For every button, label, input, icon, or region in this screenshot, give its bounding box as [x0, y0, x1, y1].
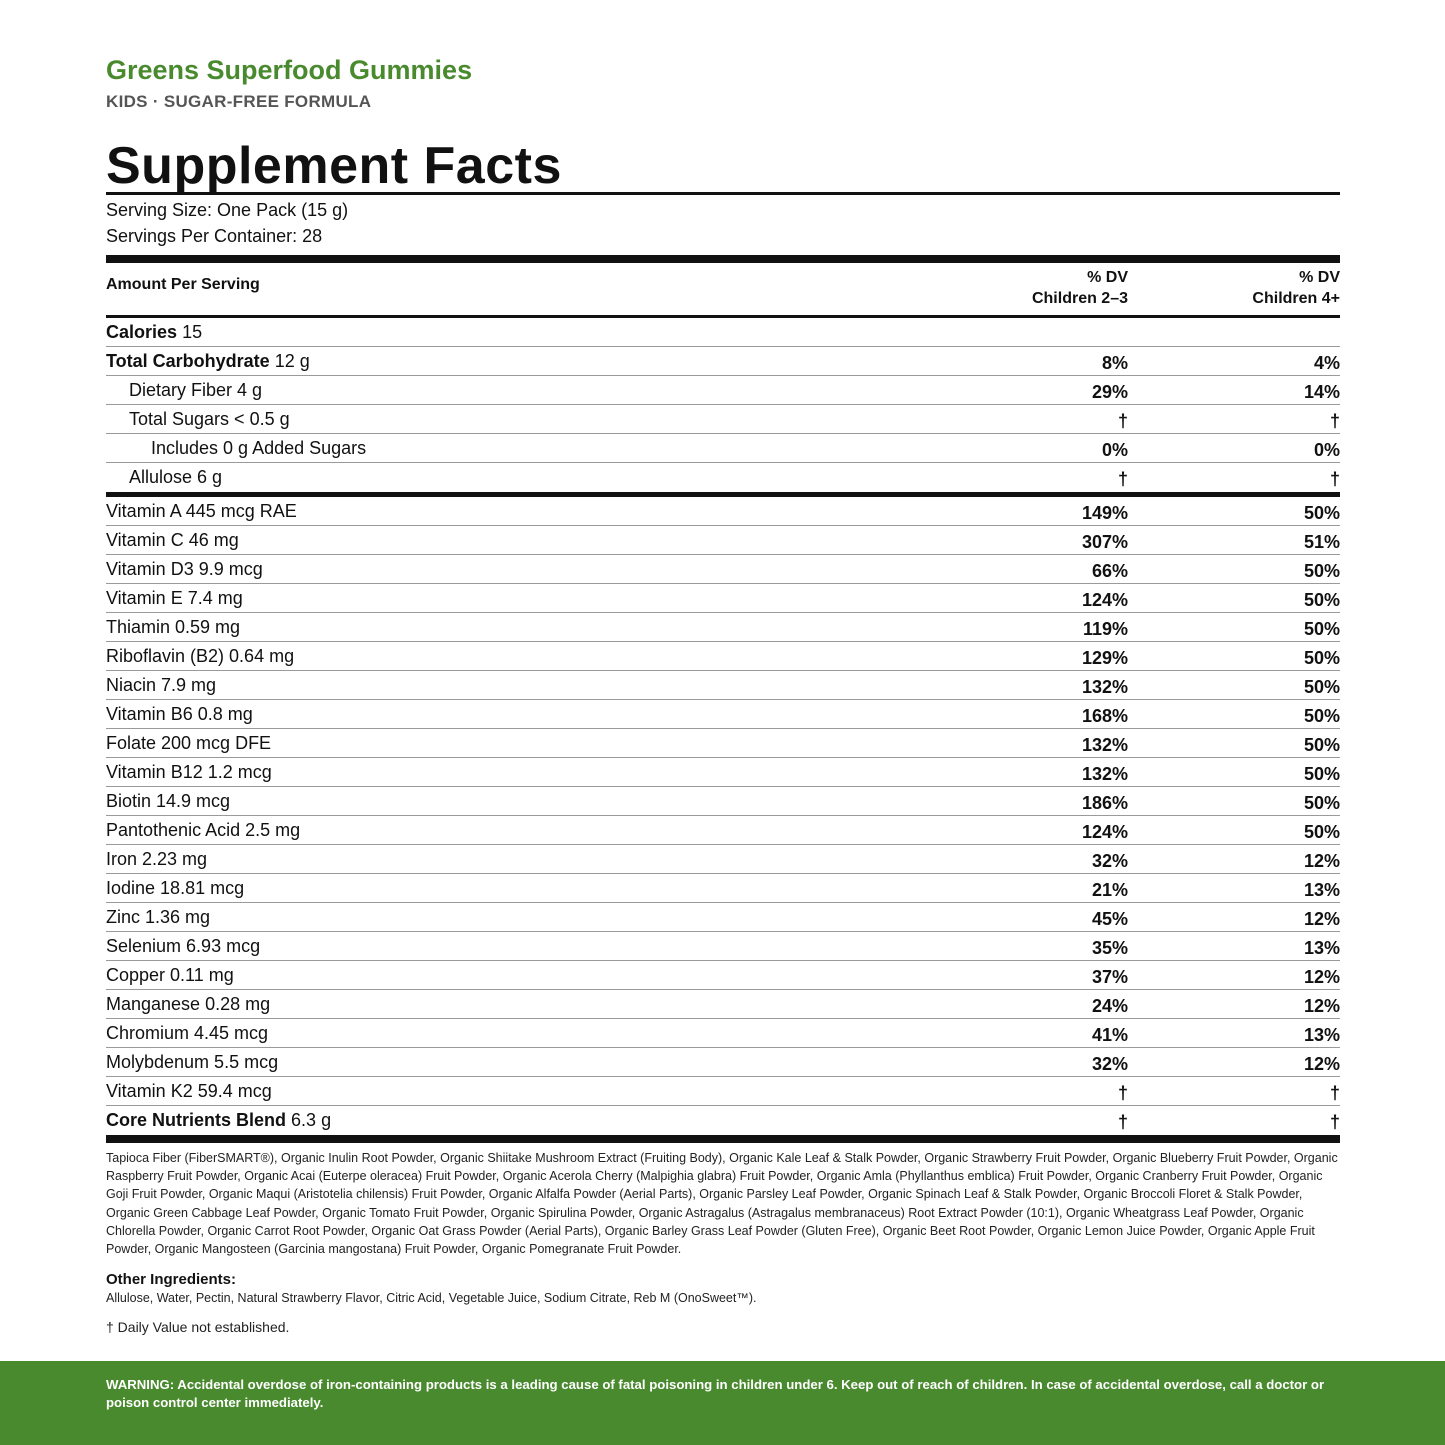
nutrient-name-cell: [106, 903, 968, 931]
nutrient-row: [106, 318, 1340, 347]
dv-children-2-3: 8%: [1101, 353, 1128, 373]
nutrient-row: [106, 729, 1340, 758]
nutrient-name: Vitamin B6 0.8 mg: [106, 704, 253, 724]
dv-children-2-3: 307%: [1081, 532, 1128, 552]
dv-col1-line1: % DV: [1087, 269, 1128, 286]
nutrient-name: Vitamin B12 1.2 mcg: [106, 762, 272, 782]
nutrient-row: [106, 526, 1340, 555]
nutrient-name: Biotin 14.9 mcg: [106, 791, 231, 811]
nutrient-name: Manganese 0.28 mg: [106, 994, 271, 1014]
blend-name-cell: [106, 1106, 968, 1135]
dv-children-2-3: †: [1117, 469, 1128, 489]
nutrient-row: [106, 1019, 1340, 1048]
serving-size: Serving Size: One Pack (15 g): [106, 200, 349, 220]
dv-children-4plus: [1128, 318, 1340, 346]
nutrient-name: Vitamin K2 59.4 mcg: [106, 1081, 272, 1101]
nutrient-amount: 15: [182, 322, 203, 342]
nutrient-name-cell: [106, 584, 968, 612]
dv-children-4plus: 50%: [1303, 735, 1340, 755]
nutrient-name: Vitamin E 7.4 mg: [106, 588, 243, 608]
warning-banner: WARNING: Accidental overdose of iron-containing products is a leading cause of fatal poisoning in children under 6. Keep out of reach of children. In case of accidental overdose, call a doctor or poison control center immediately.: [0, 1361, 1445, 1445]
nutrient-name: Iron 2.23 mg: [106, 849, 208, 869]
nutrient-name: Folate 200 mcg DFE: [106, 733, 272, 753]
dv-children-2-3: †: [1117, 411, 1128, 431]
dv-children-4plus: 50%: [1303, 648, 1340, 668]
dv-children-4plus: 50%: [1303, 822, 1340, 842]
nutrient-name-cell: [106, 1019, 968, 1047]
nutrient-name-cell: [106, 376, 968, 404]
nutrient-name: Vitamin D3 9.9 mcg: [106, 559, 263, 579]
micro-nutrient-rows: [106, 497, 1340, 1106]
nutrient-name-cell: [106, 787, 968, 815]
dv-children-2-3: 132%: [1081, 735, 1128, 755]
dv-children-2-3: 29%: [1091, 382, 1128, 402]
nutrient-name-cell: [106, 347, 968, 375]
dv-children-2-3: 124%: [1081, 822, 1128, 842]
other-ingredients-heading: Other Ingredients:: [106, 1271, 237, 1289]
nutrient-name: Pantothenic Acid 2.5 mg: [106, 820, 301, 840]
nutrient-name: Includes 0 g Added Sugars: [151, 438, 367, 458]
nutrient-row: [106, 1077, 1340, 1106]
dv-children-4plus: 12%: [1303, 909, 1340, 929]
nutrient-name: Thiamin 0.59 mg: [106, 617, 241, 637]
nutrient-row: [106, 463, 1340, 492]
nutrient-row: [106, 584, 1340, 613]
nutrient-name-cell: [106, 932, 968, 960]
column-header-row: [106, 263, 1340, 315]
dv-children-4plus: 12%: [1303, 967, 1340, 987]
dv-children-4plus: 13%: [1303, 1025, 1340, 1045]
dv-children-4plus: 12%: [1303, 1054, 1340, 1074]
dv-children-2-3: 24%: [1091, 996, 1128, 1016]
macro-nutrient-rows: [106, 318, 1340, 492]
nutrient-name: Total Carbohydrate: [106, 351, 270, 371]
nutrient-name-cell: [106, 961, 968, 989]
nutrient-name: Riboflavin (B2) 0.64 mg: [106, 646, 295, 666]
nutrient-row: [106, 961, 1340, 990]
nutrient-name-cell: [106, 816, 968, 844]
nutrient-name-cell: [106, 555, 968, 583]
header-thick-rule: [106, 255, 1340, 263]
dv-children-4plus: 51%: [1303, 532, 1340, 552]
nutrient-name-cell: [106, 526, 968, 554]
nutrient-name-cell: [106, 642, 968, 670]
nutrient-row: [106, 671, 1340, 700]
dv-children-2-3: †: [1117, 1083, 1128, 1103]
blend-dv-children-4plus: †: [1329, 1112, 1340, 1132]
nutrient-row: [106, 497, 1340, 526]
dv-children-2-3: 149%: [1081, 503, 1128, 523]
dv-children-4plus: 50%: [1303, 590, 1340, 610]
dv-col2-line1: % DV: [1299, 269, 1340, 286]
dv-children-2-3: 168%: [1081, 706, 1128, 726]
nutrient-name-cell: [106, 318, 968, 346]
nutrient-row: [106, 434, 1340, 463]
dv-children-2-3: 129%: [1081, 648, 1128, 668]
nutrient-row: [106, 1048, 1340, 1077]
nutrient-name-cell: [106, 729, 968, 757]
nutrient-row: [106, 845, 1340, 874]
nutrient-row: [106, 613, 1340, 642]
dv-children-4plus: 4%: [1313, 353, 1340, 373]
blend-bottom-rule: [106, 1135, 1340, 1143]
blend-ingredients: Tapioca Fiber (FiberSMART®), Organic Inulin Root Powder, Organic Shiitake Mushroom Extract (Fruiting Body), Organic Kale Leaf & Stalk Powder, Organic Strawberry Fruit Powder, Organic Blueberry Fruit Powder, Organic Raspberry Fruit Powder, Organic Acai (Euterpe oleracea) Fruit Powder, Organic Acerola Cherry (Malpighia glabra) Fruit Powder, Organic Amla (Phyllanthus emblica) Fruit Powder, Organic Cranberry Fruit Powder, Organic Goji Fruit Powder, Organic Maqui (Aristotelia chilensis) Fruit Powder, Organic Alfalfa Powder (Aerial Parts), Organic Parsley Leaf Powder, Organic Spinach Leaf & Stalk Powder, Organic Broccoli Floret & Stalk Powder, Organic Green Cabbage Leaf Powder, Organic Tomato Fruit Powder, Organic Spirulina Powder, Organic Astragalus (Astragalus membranaceus) Root Extract Powder (10:1), Organic Wheatgrass Leaf Powder, Organic Chlorella Powder, Organic Carrot Root Powder, Organic Oat Grass Powder (Aerial Parts), Organic Barley Grass Leaf Powder (Gluten Free), Organic Beet Root Powder, Organic Lemon Juice Powder, Organic Apple Fruit Powder, Organic Mangosteen (Garcinia mangostana) Fruit Powder, Organic Pomegranate Fruit Powder.: [106, 1151, 1338, 1257]
nutrient-row: [106, 787, 1340, 816]
nutrient-name: Chromium 4.45 mcg: [106, 1023, 269, 1043]
dv-children-4plus: 50%: [1303, 677, 1340, 697]
nutrient-name: Molybdenum 5.5 mcg: [106, 1052, 279, 1072]
dv-children-4plus: 50%: [1303, 503, 1340, 523]
dv-children-4plus: 0%: [1313, 440, 1340, 460]
dv-children-4plus: 12%: [1303, 851, 1340, 871]
dv-children-2-3: 132%: [1081, 764, 1128, 784]
nutrient-row: [106, 555, 1340, 584]
nutrient-name: Niacin 7.9 mg: [106, 675, 217, 695]
dv-col-children-2-3: [968, 267, 1128, 309]
dv-children-2-3: 66%: [1091, 561, 1128, 581]
dv-children-2-3: 32%: [1091, 851, 1128, 871]
nutrient-row: [106, 990, 1340, 1019]
dv-children-2-3: 119%: [1082, 619, 1128, 639]
nutrient-name-cell: [106, 700, 968, 728]
nutrient-row: [106, 347, 1340, 376]
nutrient-name: Dietary Fiber 4 g: [129, 380, 263, 400]
dv-children-4plus: †: [1329, 469, 1340, 489]
dv-children-4plus: 50%: [1303, 764, 1340, 784]
product-name: Greens Superfood Gummies: [106, 55, 473, 85]
nutrient-name-cell: [106, 1077, 968, 1105]
dv-children-4plus: †: [1329, 411, 1340, 431]
product-subtitle: KIDS · SUGAR-FREE FORMULA: [106, 92, 372, 111]
nutrient-name-cell: [106, 874, 968, 902]
dv-children-4plus: †: [1329, 1083, 1340, 1103]
blend-row: [106, 1106, 1340, 1135]
nutrient-row: [106, 700, 1340, 729]
dv-children-4plus: 14%: [1303, 382, 1340, 402]
nutrient-row: [106, 932, 1340, 961]
nutrient-name: Total Sugars < 0.5 g: [129, 409, 290, 429]
blend-dv-children-2-3: †: [1117, 1112, 1128, 1132]
nutrient-row: [106, 376, 1340, 405]
dv-children-4plus: 50%: [1303, 793, 1340, 813]
nutrient-amount: 12 g: [274, 351, 310, 371]
dv-col2-line2: Children 4+: [1252, 290, 1340, 307]
nutrient-row: [106, 903, 1340, 932]
nutrient-name: Selenium 6.93 mcg: [106, 936, 261, 956]
dv-children-2-3: 132%: [1081, 677, 1128, 697]
blend-name: Core Nutrients Blend: [106, 1110, 287, 1130]
servings-per-container: Servings Per Container: 28: [106, 226, 323, 246]
nutrient-name-cell: [106, 671, 968, 699]
amount-per-serving-label: Amount Per Serving: [106, 276, 260, 293]
nutrient-row: [106, 405, 1340, 434]
dv-children-4plus: 12%: [1303, 996, 1340, 1016]
dv-children-4plus: 50%: [1303, 561, 1340, 581]
nutrient-name-cell: [106, 758, 968, 786]
dv-children-4plus: 50%: [1303, 706, 1340, 726]
nutrient-name: Calories: [106, 322, 178, 342]
nutrient-row: [106, 816, 1340, 845]
dagger-footnote: † Daily Value not established.: [106, 1319, 290, 1336]
dv-children-4plus: 13%: [1303, 938, 1340, 958]
nutrient-name: Vitamin C 46 mg: [106, 530, 239, 550]
dv-children-2-3: 45%: [1091, 909, 1128, 929]
dv-children-2-3: 0%: [1101, 440, 1128, 460]
dv-children-2-3: 186%: [1081, 793, 1128, 813]
other-ingredients-text: Allulose, Water, Pectin, Natural Strawberry Flavor, Citric Acid, Vegetable Juice, Sodium Citrate, Reb M (OnoSweet™).: [106, 1291, 757, 1306]
nutrient-name: Zinc 1.36 mg: [106, 907, 211, 927]
nutrient-row: [106, 874, 1340, 903]
nutrient-name: Copper 0.11 mg: [106, 965, 234, 985]
dv-children-2-3: 35%: [1091, 938, 1128, 958]
dv-children-2-3: 37%: [1091, 967, 1128, 987]
nutrient-row: [106, 758, 1340, 787]
nutrient-name-cell: [106, 405, 968, 433]
dv-col1-line2: Children 2–3: [1031, 290, 1128, 307]
dv-children-2-3: 21%: [1091, 880, 1128, 900]
blend-amount: 6.3 g: [291, 1110, 332, 1130]
nutrient-row: [106, 642, 1340, 671]
nutrient-name-cell: [106, 497, 968, 525]
nutrient-name-cell: [106, 434, 968, 462]
nutrient-name: Allulose 6 g: [129, 467, 223, 487]
dv-children-2-3: 32%: [1091, 1054, 1128, 1074]
nutrient-name-cell: [106, 613, 968, 641]
dv-children-2-3: 41%: [1091, 1025, 1128, 1045]
dv-children-4plus: 50%: [1303, 619, 1340, 639]
supplement-label: [106, 54, 1340, 1335]
dv-children-4plus: 13%: [1303, 880, 1340, 900]
nutrient-name-cell: [106, 990, 968, 1018]
nutrient-name-cell: [106, 463, 968, 492]
nutrient-name-cell: [106, 845, 968, 873]
nutrient-name-cell: [106, 1048, 968, 1076]
dv-col-children-4plus: [1128, 267, 1340, 309]
nutrient-name: Vitamin A 445 mcg RAE: [106, 501, 297, 521]
dv-children-2-3: [968, 318, 1128, 346]
nutrient-name: Iodine 18.81 mcg: [106, 878, 245, 898]
facts-title: Supplement Facts: [106, 137, 562, 195]
dv-children-2-3: 124%: [1081, 590, 1128, 610]
